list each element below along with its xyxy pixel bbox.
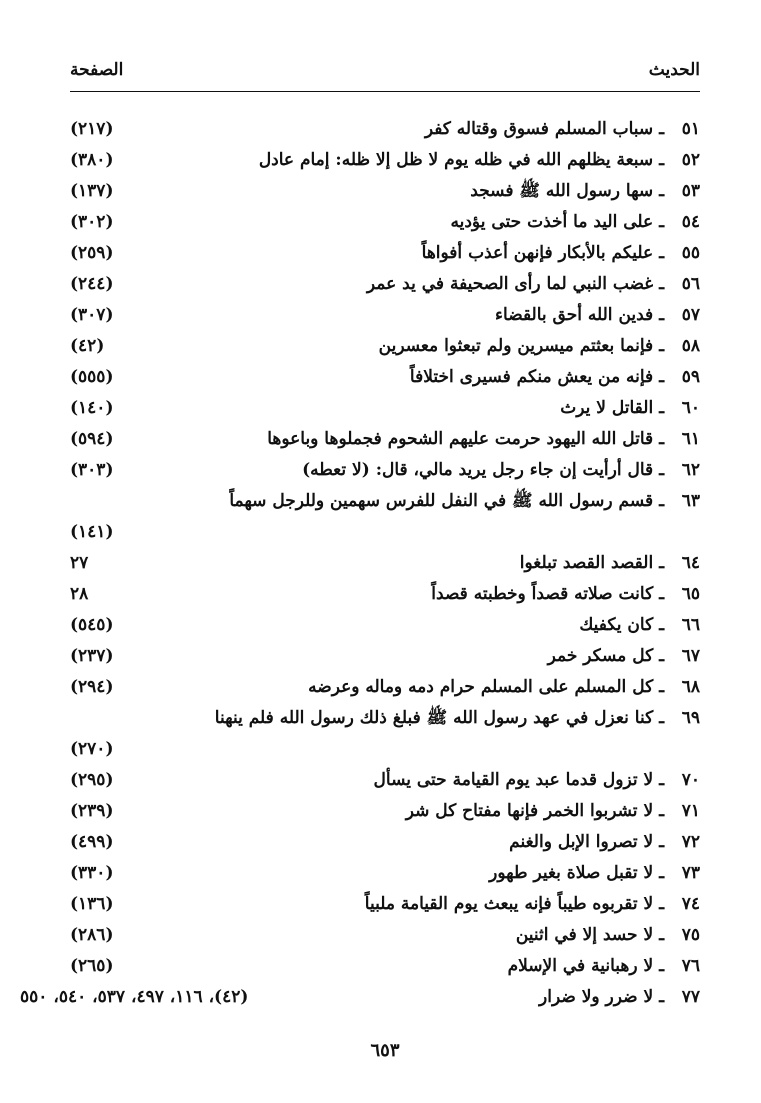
- hadith-number: ٧١: [681, 801, 700, 821]
- page-reference: (٤٢)، ١١٦، ٤٩٧، ٥٣٧، ٥٤٠، ٥٥٠: [20, 987, 249, 1007]
- hadith-number: ٦٠: [681, 398, 700, 418]
- page-reference: (٢٧٠): [70, 739, 114, 759]
- hadith-text: [210, 765, 700, 796]
- hadith-number: ٧٥: [681, 925, 700, 945]
- list-item: [70, 920, 700, 951]
- number-separator: ـ: [653, 615, 670, 635]
- hadith-number: ٦٣: [681, 491, 700, 511]
- page-reference: (١٣٧): [70, 181, 114, 201]
- hadith-body: القصد القصد تبلغوا: [519, 553, 654, 573]
- number-separator: ـ: [653, 925, 670, 945]
- number-separator: ـ: [653, 491, 670, 511]
- list-item: [70, 641, 700, 672]
- hadith-body: لا تصروا الإبل والغنم: [509, 832, 654, 852]
- page-reference: ٢٨: [70, 584, 89, 604]
- hadith-number: ٦٥: [681, 584, 700, 604]
- hadith-number: ٥٤: [681, 212, 700, 232]
- hadith-number: ٧٤: [681, 894, 700, 914]
- page-reference: (٥٩٤): [70, 429, 114, 449]
- number-separator: ـ: [653, 336, 670, 356]
- hadith-body: كان يكفيك: [579, 615, 654, 635]
- list-item: [70, 114, 700, 145]
- page-reference: (٢٤٤): [70, 274, 114, 294]
- hadith-body: كانت صلاته قصداً وخطبته قصداً: [431, 584, 654, 604]
- page-reference: (٣٨٠): [70, 150, 114, 170]
- list-item: [70, 672, 700, 703]
- hadith-number: ٧٢: [681, 832, 700, 852]
- hadith-text: [210, 548, 700, 579]
- hadith-body: كل مسكر خمر: [547, 646, 654, 666]
- number-separator: ـ: [653, 677, 670, 697]
- hadith-text: [210, 362, 700, 393]
- column-header-hadith: الحديث: [648, 60, 700, 80]
- hadith-body: فإنما بعثتم ميسرين ولم تبعثوا معسرين: [378, 336, 654, 356]
- number-separator: ـ: [653, 243, 670, 263]
- page-reference: (٢٣٧): [70, 646, 114, 666]
- hadith-number: ٦٧: [681, 646, 700, 666]
- number-separator: ـ: [653, 460, 670, 480]
- page-reference: (٤٢): [70, 336, 105, 356]
- hadith-body: القاتل لا يرث: [560, 398, 654, 418]
- number-separator: ـ: [653, 398, 670, 418]
- list-item: [70, 145, 700, 176]
- hadith-text: [210, 672, 700, 703]
- hadith-body: لا تقبل صلاة بغير طهور: [489, 863, 654, 883]
- hadith-text: [210, 982, 700, 1013]
- page-reference: (٢٥٩): [70, 243, 114, 263]
- number-separator: ـ: [653, 708, 670, 728]
- number-separator: ـ: [653, 646, 670, 666]
- hadith-text: [210, 424, 700, 455]
- hadith-text: [210, 393, 700, 424]
- hadith-body: لا تشربوا الخمر فإنها مفتاح كل شر: [405, 801, 654, 821]
- hadith-text: [210, 486, 700, 517]
- list-item: [70, 455, 700, 486]
- hadith-body: لا تقربوه طيباً فإنه يبعث يوم القيامة ملبياً: [364, 894, 654, 914]
- hadith-number: ٦١: [681, 429, 700, 449]
- page-reference: (٣٠٢): [70, 212, 114, 232]
- page-reference: (٣٠٣): [70, 460, 114, 480]
- hadith-text: [210, 703, 700, 734]
- list-item: [70, 796, 700, 827]
- hadith-number: ٧٠: [681, 770, 700, 790]
- list-item: [70, 207, 700, 238]
- list-item: [70, 331, 700, 362]
- hadith-text: [210, 238, 700, 269]
- hadith-number: ٥٩: [681, 367, 700, 387]
- hadith-number: ٧٦: [681, 956, 700, 976]
- hadith-body: لا تزول قدما عبد يوم القيامة حتى يسأل: [373, 770, 654, 790]
- list-item: [70, 238, 700, 269]
- number-separator: ـ: [653, 212, 670, 232]
- page-reference: (١٤١): [70, 522, 114, 542]
- hadith-number: ٥٥: [681, 243, 700, 263]
- list-item: [70, 486, 700, 548]
- hadith-body: فإنه من يعش منكم فسيرى اختلافاً: [409, 367, 654, 387]
- list-item: [70, 827, 700, 858]
- hadith-body: قال أرأيت إن جاء رجل يريد مالي، قال: (لا تعطه): [302, 460, 654, 480]
- hadith-body: قاتل الله اليهود حرمت عليهم الشحوم فجملوها وباعوها: [267, 429, 654, 449]
- hadith-number: ٥٧: [681, 305, 700, 325]
- hadith-text: [210, 114, 700, 145]
- document-page: [20, 40, 700, 1080]
- hadith-body: لا ضرر ولا ضرار: [539, 987, 654, 1007]
- hadith-body: على اليد ما أخذت حتى يؤديه: [450, 212, 654, 232]
- list-item: [20, 982, 700, 1013]
- hadith-number: ٥٨: [681, 336, 700, 356]
- number-separator: ـ: [653, 770, 670, 790]
- list-item: [70, 858, 700, 889]
- table-header: [70, 60, 700, 90]
- hadith-body: كنا نعزل في عهد رسول الله ﷺ فبلغ ذلك رسول الله فلم ينهنا: [214, 708, 654, 728]
- number-separator: ـ: [653, 894, 670, 914]
- number-separator: ـ: [653, 584, 670, 604]
- hadith-text: [210, 610, 700, 641]
- page-reference: (٣٠٧): [70, 305, 114, 325]
- number-separator: ـ: [653, 429, 670, 449]
- page-reference: (٤٩٩): [70, 832, 114, 852]
- hadith-body: كل المسلم على المسلم حرام دمه وماله وعرضه: [308, 677, 654, 697]
- hadith-number: ٥٢: [681, 150, 700, 170]
- hadith-text: [210, 176, 700, 207]
- hadith-body: قسم رسول الله ﷺ في النفل للفرس سهمين وللرجل سهماً: [229, 491, 654, 511]
- hadith-text: [210, 827, 700, 858]
- list-item: [70, 889, 700, 920]
- hadith-text: [210, 455, 700, 486]
- hadith-number: ٥٦: [681, 274, 700, 294]
- number-separator: ـ: [653, 274, 670, 294]
- list-item: [70, 393, 700, 424]
- list-item: [70, 269, 700, 300]
- hadith-text: [210, 207, 700, 238]
- hadith-text: [210, 641, 700, 672]
- list-item: [70, 362, 700, 393]
- page-reference: (١٤٠): [70, 398, 114, 418]
- number-separator: ـ: [653, 553, 670, 573]
- page-reference: (١٣٦): [70, 894, 114, 914]
- number-separator: ـ: [653, 956, 670, 976]
- hadith-text: [210, 331, 700, 362]
- number-separator: ـ: [653, 119, 670, 139]
- number-separator: ـ: [653, 863, 670, 883]
- hadith-text: [210, 889, 700, 920]
- list-item: [70, 424, 700, 455]
- hadith-body: عليكم بالأبكار فإنهن أعذب أفواهاً: [421, 243, 654, 263]
- hadith-number: ٧٧: [681, 987, 700, 1007]
- number-separator: ـ: [653, 150, 670, 170]
- hadith-index-list: [20, 114, 700, 1013]
- hadith-text: [210, 858, 700, 889]
- hadith-number: ٦٩: [681, 708, 700, 728]
- page-reference: (٢١٧): [70, 119, 114, 139]
- hadith-text: [210, 300, 700, 331]
- list-item: [70, 765, 700, 796]
- hadith-text: [210, 145, 700, 176]
- hadith-number: ٦٦: [681, 615, 700, 635]
- hadith-number: ٧٣: [681, 863, 700, 883]
- hadith-text: [210, 951, 700, 982]
- hadith-text: [210, 920, 700, 951]
- number-separator: ـ: [653, 801, 670, 821]
- number-separator: ـ: [653, 832, 670, 852]
- hadith-body: سها رسول الله ﷺ فسجد: [470, 181, 654, 201]
- column-header-page: الصفحة: [70, 60, 124, 80]
- hadith-body: لا رهبانية في الإسلام: [507, 956, 654, 976]
- hadith-text: [210, 579, 700, 610]
- page-reference: (٢٦٥): [70, 956, 114, 976]
- hadith-body: غضب النبي لما رأى الصحيفة في يد عمر: [366, 274, 654, 294]
- list-item: [70, 951, 700, 982]
- number-separator: ـ: [653, 181, 670, 201]
- page-number: ٦٥٣: [370, 1040, 400, 1061]
- list-item: [70, 579, 700, 610]
- hadith-body: سبعة يظلهم الله في ظله يوم لا ظل إلا ظله: إمام عادل: [258, 150, 654, 170]
- page-reference: (٢٣٩): [70, 801, 114, 821]
- list-item: [70, 176, 700, 207]
- page-reference: ٢٧: [70, 553, 89, 573]
- page-reference: (٣٣٠): [70, 863, 114, 883]
- list-item: [70, 610, 700, 641]
- page-reference: (٢٩٤): [70, 677, 114, 697]
- header-divider: [70, 91, 700, 92]
- list-item: [70, 300, 700, 331]
- hadith-number: ٦٨: [681, 677, 700, 697]
- hadith-body: لا حسد إلا في اثنين: [515, 925, 654, 945]
- list-item: [70, 703, 700, 765]
- hadith-number: ٦٤: [681, 553, 700, 573]
- number-separator: ـ: [653, 367, 670, 387]
- page-reference: (٥٥٥): [70, 367, 114, 387]
- page-reference: (٢٩٥): [70, 770, 114, 790]
- hadith-text: [210, 269, 700, 300]
- page-reference: (٥٤٥): [70, 615, 114, 635]
- hadith-body: فدين الله أحق بالقضاء: [495, 305, 654, 325]
- hadith-body: سباب المسلم فسوق وقتاله كفر: [424, 119, 654, 139]
- hadith-number: ٦٢: [681, 460, 700, 480]
- page-reference: (٢٨٦): [70, 925, 114, 945]
- list-item: [70, 548, 700, 579]
- hadith-number: ٥٣: [681, 181, 700, 201]
- number-separator: ـ: [653, 987, 670, 1007]
- number-separator: ـ: [653, 305, 670, 325]
- hadith-number: ٥١: [681, 119, 700, 139]
- hadith-text: [210, 796, 700, 827]
